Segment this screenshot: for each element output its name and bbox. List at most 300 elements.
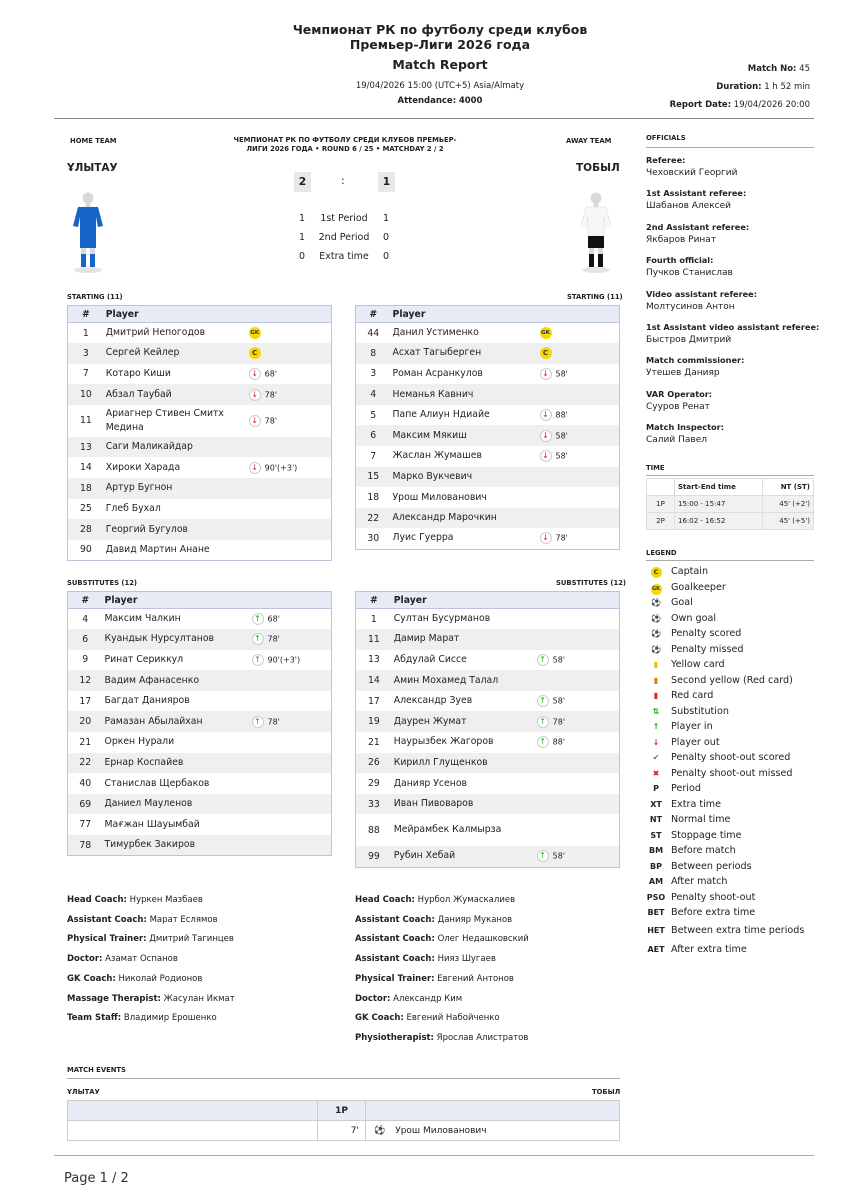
player-name: Даниел Мауленов xyxy=(103,794,252,815)
legend-icon xyxy=(645,595,667,611)
col-player: Player xyxy=(104,306,249,323)
away-subs-label: SUBSTITUTES (12) xyxy=(556,579,627,587)
player-in-icon: ↑ xyxy=(252,716,264,728)
legend-icon xyxy=(645,673,667,689)
legend-icon xyxy=(645,890,667,906)
player-events xyxy=(537,732,620,753)
official xyxy=(646,188,819,221)
player-number: 90 xyxy=(79,544,92,556)
legend-text: Yellow card xyxy=(671,659,725,670)
player-number: 11 xyxy=(356,629,392,650)
player-row xyxy=(356,364,620,385)
staff-member xyxy=(67,930,235,950)
player-name: Георгий Бугулов xyxy=(104,519,249,540)
period-name: 2nd Period xyxy=(318,232,370,243)
player-name: Дамир Марат xyxy=(392,629,537,650)
player-events xyxy=(249,499,332,520)
footer-divider xyxy=(54,1155,814,1156)
player-name: Сергей Кейлер xyxy=(104,343,249,364)
home-staff xyxy=(67,891,235,1029)
staff-member xyxy=(355,911,529,931)
official-name: Шабанов Алексей xyxy=(646,201,731,212)
player-out-icon: ↓ xyxy=(540,450,552,462)
player-row xyxy=(68,323,332,344)
player-number: 26 xyxy=(356,753,392,774)
legend-list xyxy=(645,564,804,960)
goal-icon: ⚽ xyxy=(651,598,661,607)
legend-item xyxy=(645,611,804,627)
player-row xyxy=(68,670,332,691)
legend-item xyxy=(645,564,804,580)
legend-icon xyxy=(645,564,667,580)
legend-text: Captain xyxy=(671,566,709,577)
period-name: 1st Period xyxy=(320,213,368,224)
player-events xyxy=(249,384,332,405)
staff-role: Massage Therapist: xyxy=(67,993,161,1004)
staff-role: Assistant Coach: xyxy=(355,914,435,925)
player-number: 22 xyxy=(68,753,103,774)
player-out-icon: ↓ xyxy=(540,430,552,442)
player-row xyxy=(68,384,332,405)
red-card-icon: ▮ xyxy=(653,691,659,700)
time-range: 16:02 - 16:52 xyxy=(675,513,763,530)
player-number: 69 xyxy=(68,794,103,815)
legend-text: Second yellow (Red card) xyxy=(671,674,793,686)
legend-item xyxy=(645,941,804,960)
player-row xyxy=(356,487,620,508)
col-number: # xyxy=(68,592,103,609)
staff-name: Евгений Антонов xyxy=(437,973,514,984)
player-events xyxy=(249,457,332,478)
player-row xyxy=(356,528,620,549)
player-events xyxy=(252,609,332,630)
col-number: # xyxy=(356,306,391,323)
legend-item xyxy=(645,735,804,751)
staff-name: Азамат Оспанов xyxy=(105,954,178,965)
player-row xyxy=(356,446,620,467)
player-name: Александр Зуев xyxy=(393,695,473,707)
player-events xyxy=(540,323,620,344)
player-in-icon: ↑ xyxy=(252,613,264,625)
col-events xyxy=(249,306,332,323)
player-name: Папе Алиун Ндиайе xyxy=(392,409,490,421)
player-events xyxy=(249,364,332,385)
player-name: Абдулай Сиссе xyxy=(393,653,467,665)
legend-text: Player in xyxy=(671,721,713,732)
home-team-name: ҰЛЫТАУ xyxy=(67,162,118,174)
player-name: Котаро Киши xyxy=(105,367,171,379)
player-name: Неманья Кавнич xyxy=(391,384,540,405)
staff-name: Нияз Шугаев xyxy=(437,954,496,965)
legend-icon xyxy=(645,704,667,720)
player-number: 4 xyxy=(356,384,391,405)
player-number: 25 xyxy=(79,503,92,515)
legend-label: LEGEND xyxy=(646,549,677,557)
header-divider xyxy=(54,118,814,119)
player-number: 18 xyxy=(367,492,380,504)
legend-icon xyxy=(645,735,667,751)
events-away-team: ТОБЫЛ xyxy=(592,1088,621,1096)
sub-minute: 88' xyxy=(555,410,568,420)
player-events xyxy=(537,794,620,815)
match-datetime: 19/04/2026 15:00 (UTC+5) Asia/Almaty xyxy=(355,81,525,91)
second-yellow-icon: ▮ xyxy=(653,675,659,685)
player-in-icon: ↑ xyxy=(537,736,549,748)
shootout-missed-icon: ✖ xyxy=(652,768,660,778)
legend-text: Penalty missed xyxy=(671,643,744,655)
staff-name: Александр Ким xyxy=(393,993,463,1004)
away-starting-table xyxy=(355,305,620,550)
player-row xyxy=(68,405,332,437)
player-events xyxy=(537,711,620,732)
legend-text: Red card xyxy=(671,690,714,701)
official xyxy=(646,355,819,388)
sub-minute: 58' xyxy=(555,431,568,441)
time-nt: 45' (+2') xyxy=(762,496,813,513)
player-number: 15 xyxy=(356,467,391,488)
legend-item xyxy=(645,580,804,596)
player-name: Урош Милованович xyxy=(392,491,487,503)
extra-time-icon: XT xyxy=(650,799,662,809)
events-period: 1P xyxy=(318,1101,366,1121)
player-out-icon: ↓ xyxy=(652,737,660,747)
player-number: 20 xyxy=(68,711,103,732)
staff-role: Doctor: xyxy=(67,954,103,965)
official xyxy=(646,322,819,355)
legend-text: Before extra time xyxy=(671,907,756,918)
page-number: Page 1 / 2 xyxy=(64,1171,129,1186)
player-row xyxy=(356,711,620,732)
legend-text: Extra time xyxy=(671,798,722,810)
player-name: Тимурбек Закиров xyxy=(103,835,252,856)
player-row xyxy=(356,467,620,488)
competition-info: ЧЕМПИОНАТ РК ПО ФУТБОЛУ СРЕДИ КЛУБОВ ПРЕМЬЕР-ЛИГИ 2026 ГОДА • ROUND 6 / 25 • MATCHDAY 2 / 2 xyxy=(233,136,457,153)
attendance: Attendance: 4000 xyxy=(397,96,483,106)
time-label: TIME xyxy=(646,464,665,472)
away-team-label: AWAY TEAM xyxy=(566,137,612,145)
sub-minute: 78' xyxy=(267,717,280,727)
player-number: 19 xyxy=(356,711,392,732)
player-events xyxy=(249,478,332,499)
legend-icon xyxy=(645,812,667,828)
player-number: 33 xyxy=(356,794,392,815)
time-nt: 45' (+5') xyxy=(762,513,813,530)
staff-member xyxy=(355,930,529,950)
player-row xyxy=(356,650,620,671)
player-name: Наурызбек Жагоров xyxy=(393,736,494,748)
player-row xyxy=(356,384,620,405)
staff-role: Head Coach: xyxy=(355,895,415,905)
player-number: 77 xyxy=(79,819,92,831)
sub-minute: 90'(+3') xyxy=(264,463,298,473)
staff-name: Евгений Набойченко xyxy=(406,1013,500,1024)
player-out-icon: ↓ xyxy=(249,462,261,474)
goalkeeper-icon: GK xyxy=(249,327,261,339)
period-row xyxy=(294,213,394,232)
away-staff xyxy=(355,891,529,1049)
report-title: Чемпионат РК по футболу среди клубов Премьер-Лиги 2026 года xyxy=(292,22,588,52)
player-number: 1 xyxy=(82,327,89,339)
player-name: Марко Вукчевич xyxy=(391,467,540,488)
player-row xyxy=(68,650,332,671)
player-name: Артур Бугнон xyxy=(104,478,249,499)
official-name: Утешев Данияр xyxy=(646,368,720,379)
player-events xyxy=(537,814,620,846)
player-number: 44 xyxy=(367,327,380,339)
player-name: Луис Гуерра xyxy=(392,532,454,544)
officials-divider xyxy=(646,147,814,148)
legend-icon xyxy=(645,642,667,658)
player-name: Багдат Данияров xyxy=(104,695,190,707)
official xyxy=(646,289,819,322)
player-row xyxy=(68,773,332,794)
before-extra-time-icon: BET xyxy=(647,908,665,917)
player-row xyxy=(68,540,332,561)
duration: Duration: 1 h 52 min xyxy=(716,82,810,92)
between-periods-icon: BP xyxy=(650,861,662,871)
substitution-icon: ⇅ xyxy=(652,706,660,716)
player-out-icon: ↓ xyxy=(249,389,261,401)
official-role: 1st Assistant video assistant referee: xyxy=(646,321,820,332)
player-number: 22 xyxy=(356,508,391,529)
col-events xyxy=(252,592,332,609)
sub-minute: 78' xyxy=(552,717,566,727)
player-events xyxy=(252,711,332,732)
player-name: Александр Марочкин xyxy=(391,508,540,529)
time-col-nt: NT (ST) xyxy=(762,479,813,496)
player-events xyxy=(540,364,620,385)
player-name: Асхат Тагыберген xyxy=(391,343,540,364)
legend-item xyxy=(645,642,804,658)
legend-icon xyxy=(645,719,667,735)
player-name: Рубин Хебай xyxy=(392,846,537,867)
player-name: Куандык Нурсултанов xyxy=(103,629,252,650)
staff-role: Physical Trainer: xyxy=(67,934,147,945)
official-role: Video assistant referee: xyxy=(646,288,757,299)
legend-text: Stoppage time xyxy=(671,829,742,841)
official xyxy=(646,389,819,422)
legend-text: Period xyxy=(671,783,701,794)
legend-text: After match xyxy=(671,876,728,887)
time-period: 2P xyxy=(647,513,675,530)
player-name: Оркен Нурали xyxy=(104,736,175,748)
official-name: Пучков Станислав xyxy=(646,268,733,279)
sub-minute: 58' xyxy=(552,851,566,861)
penalty-shootout-icon: PSO xyxy=(646,892,666,902)
player-name: Максим Чалкин xyxy=(104,613,181,625)
player-events xyxy=(540,487,620,508)
player-number: 21 xyxy=(79,736,92,748)
staff-member xyxy=(355,891,529,911)
official-name: Быстров Дмитрий xyxy=(646,334,732,345)
legend-text: Between extra time periods xyxy=(671,924,805,936)
player-events xyxy=(249,437,332,458)
player-row xyxy=(68,364,332,385)
player-events xyxy=(537,629,620,650)
player-name: Мейрамбек Калмырза xyxy=(393,824,502,836)
sub-minute: 58' xyxy=(555,369,568,379)
sub-minute: 58' xyxy=(552,696,566,706)
player-events xyxy=(252,753,332,774)
player-row xyxy=(68,814,332,835)
player-row xyxy=(356,794,620,815)
player-events xyxy=(537,691,620,712)
time-table xyxy=(646,478,814,530)
player-name: Иван Пивоваров xyxy=(392,794,537,815)
player-row xyxy=(356,753,620,774)
staff-role: Doctor: xyxy=(355,993,391,1004)
player-events xyxy=(540,508,620,529)
sub-minute: 68' xyxy=(267,614,280,624)
player-name: Максим Мякиш xyxy=(391,425,540,446)
player-number: 13 xyxy=(68,437,104,458)
player-number: 21 xyxy=(367,736,380,748)
player-events xyxy=(249,519,332,540)
player-out-icon: ↓ xyxy=(249,368,261,380)
player-row xyxy=(68,519,332,540)
sub-minute: 78' xyxy=(264,416,278,426)
player-events xyxy=(540,425,620,446)
player-name: Ариагнер Стивен Смитх Медина xyxy=(105,407,224,433)
legend-item xyxy=(645,673,804,689)
legend-text: Player out xyxy=(671,736,720,748)
sub-minute: 78' xyxy=(555,533,568,543)
player-row xyxy=(68,499,332,520)
home-team-label: HOME TEAM xyxy=(70,137,117,145)
period-scores xyxy=(294,213,394,270)
events-label: MATCH EVENTS xyxy=(67,1066,126,1074)
official-role: 1st Assistant referee: xyxy=(646,188,747,199)
staff-member xyxy=(67,990,235,1010)
player-events xyxy=(537,753,620,774)
staff-role: Head Coach: xyxy=(67,895,127,905)
staff-name: Николай Родионов xyxy=(118,973,203,984)
player-number: 78 xyxy=(68,835,103,856)
player-name: Роман Асранкулов xyxy=(392,367,483,379)
player-events xyxy=(249,323,332,344)
period-row xyxy=(294,251,394,270)
player-events xyxy=(249,343,332,364)
official xyxy=(646,222,819,255)
official xyxy=(646,255,819,288)
staff-name: Ярослав Алистратов xyxy=(436,1032,529,1043)
staff-role: Assistant Coach: xyxy=(355,934,435,945)
staff-member xyxy=(67,911,235,931)
player-row xyxy=(68,711,332,732)
player-row xyxy=(356,670,620,691)
legend-icon xyxy=(645,580,667,596)
own-goal-icon: ⚽ xyxy=(651,613,661,623)
legend-text: Between periods xyxy=(671,860,752,872)
player-in-icon: ↑ xyxy=(252,654,264,666)
legend-text: Penalty shoot-out xyxy=(671,891,756,903)
staff-member xyxy=(67,970,235,990)
player-number: 10 xyxy=(68,384,104,405)
legend-icon xyxy=(645,905,667,921)
shootout-scored-icon: ✔ xyxy=(652,753,660,762)
home-score: 2 xyxy=(294,172,311,192)
legend-text: After extra time xyxy=(671,944,747,956)
col-events xyxy=(540,306,620,323)
player-number: 28 xyxy=(68,519,104,540)
legend-icon xyxy=(645,611,667,627)
captain-icon: C xyxy=(249,347,261,359)
player-row xyxy=(356,609,620,630)
player-out-icon: ↓ xyxy=(249,415,261,427)
legend-icon xyxy=(645,874,667,890)
player-name: Ернар Коспайев xyxy=(103,753,252,774)
home-starting-table xyxy=(67,305,332,561)
staff-member xyxy=(355,990,529,1010)
official-name: Молтусинов Антон xyxy=(646,301,735,312)
yellow-card-icon: ▮ xyxy=(653,660,659,669)
player-events xyxy=(537,670,620,691)
legend-item xyxy=(645,766,804,782)
player-events xyxy=(537,650,620,671)
staff-name: Жасулан Икмат xyxy=(163,993,235,1004)
player-events xyxy=(252,794,332,815)
player-name: Глеб Бухал xyxy=(105,502,161,514)
home-subs-label: SUBSTITUTES (12) xyxy=(67,579,138,587)
period-home: 1 xyxy=(298,213,306,224)
official-name: Сууров Ренат xyxy=(646,401,710,412)
player-number: 1 xyxy=(370,613,377,625)
legend-icon xyxy=(645,828,667,844)
player-name: Данияр Усенов xyxy=(393,777,468,789)
after-extra-time-icon: AET xyxy=(647,945,665,955)
legend-text: Normal time xyxy=(671,814,731,825)
official-role: Match commissioner: xyxy=(646,355,745,366)
event-home-cell xyxy=(68,1121,318,1141)
player-number: 12 xyxy=(68,670,103,691)
player-number: 6 xyxy=(68,629,103,650)
events-home-team: ҰЛЫТАУ xyxy=(67,1088,100,1096)
legend-item xyxy=(645,890,804,906)
sub-minute: 90'(+3') xyxy=(267,655,301,665)
staff-name: Марат Еслямов xyxy=(149,914,218,925)
player-row xyxy=(68,835,332,856)
period-icon: P xyxy=(653,784,659,793)
legend-item xyxy=(645,719,804,735)
legend-item xyxy=(645,812,804,828)
staff-member xyxy=(67,891,235,911)
officials-label: OFFICIALS xyxy=(646,134,686,142)
events-header-away xyxy=(366,1101,620,1121)
player-number: 8 xyxy=(356,343,391,364)
staff-member xyxy=(355,970,529,990)
period-name: Extra time xyxy=(319,251,369,262)
player-row xyxy=(356,691,620,712)
player-events xyxy=(252,629,332,650)
legend-item xyxy=(645,657,804,673)
player-number: 99 xyxy=(356,846,392,867)
legend-item xyxy=(645,859,804,875)
player-row xyxy=(356,508,620,529)
col-player: Player xyxy=(103,592,252,609)
player-number: 29 xyxy=(367,778,380,790)
player-out-icon: ↓ xyxy=(540,368,552,380)
player-name: Вадим Афанасенко xyxy=(103,670,252,691)
staff-name: Олег Недашковский xyxy=(437,934,529,945)
col-events xyxy=(537,592,620,609)
player-row xyxy=(356,629,620,650)
time-divider xyxy=(646,475,814,476)
player-number: 17 xyxy=(367,695,380,707)
player-number: 88 xyxy=(367,824,380,836)
official-role: Match Inspector: xyxy=(646,422,724,433)
player-events xyxy=(540,343,620,364)
official-name: Чеховский Георгий xyxy=(646,168,738,178)
